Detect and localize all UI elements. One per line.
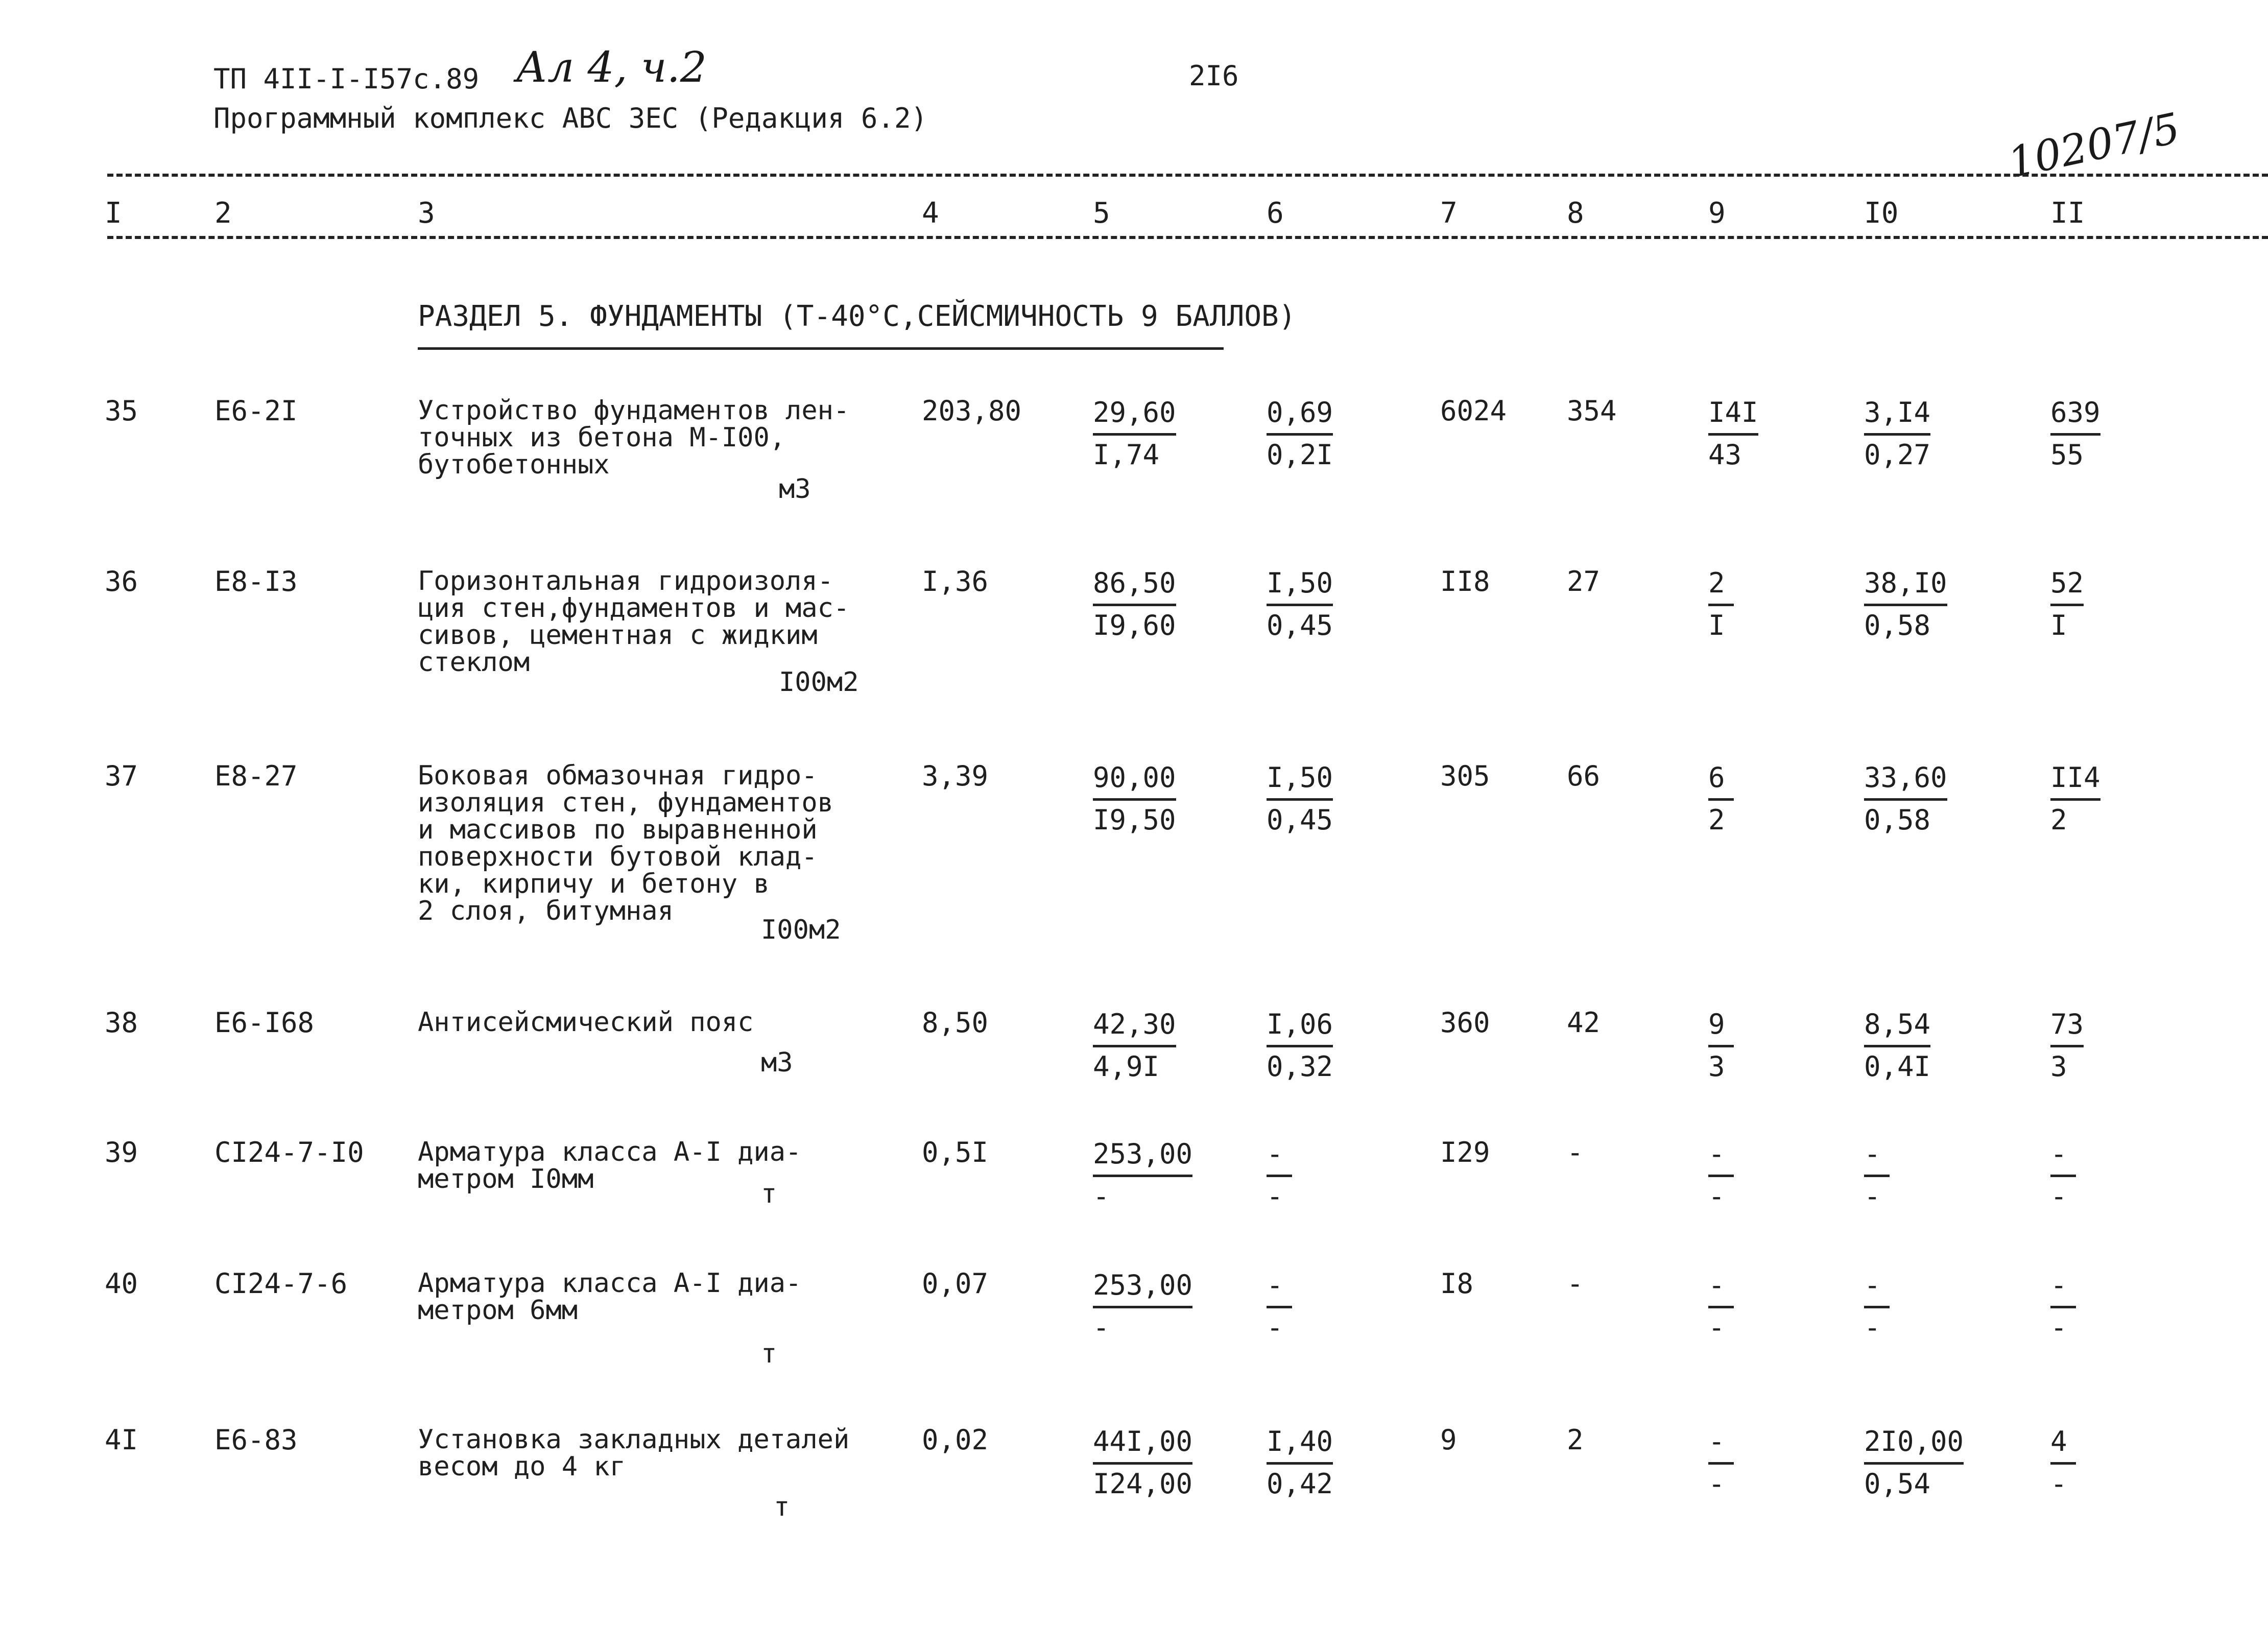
col9-values-denominator: - (1708, 1180, 1725, 1212)
col9-values-numerator: I4I (1708, 393, 1758, 436)
col7-value: 6024 (1440, 395, 1507, 427)
col7-value: 9 (1440, 1424, 1457, 1456)
section-title-underline (418, 347, 1224, 350)
row-unit: т (761, 1179, 777, 1209)
col6-values (1267, 1005, 1333, 1086)
col10-values-denominator: 0,4I (1864, 1050, 1931, 1083)
row-number: 35 (105, 395, 138, 427)
col9-values (1708, 1266, 1734, 1347)
handwritten-note: Ал 4, ч.2 (516, 43, 707, 92)
col9-values (1708, 393, 1758, 474)
row-quantity: 3,39 (922, 760, 989, 792)
col10-values (1864, 564, 1947, 645)
col11-values (2050, 758, 2100, 840)
col5-values (1093, 1005, 1176, 1086)
col10-values-numerator: - (1864, 1135, 1890, 1177)
col11-values-numerator: - (2050, 1135, 2076, 1177)
column-number: I (105, 197, 122, 230)
col6-values-numerator: I,50 (1267, 564, 1333, 606)
col11-values (2050, 1005, 2084, 1086)
col10-values (1864, 1005, 1930, 1086)
row-quantity: 0,07 (922, 1268, 989, 1300)
row-unit: I00м2 (779, 667, 859, 698)
col11-values-denominator: 3 (2050, 1050, 2067, 1083)
col9-values-denominator: 3 (1708, 1050, 1725, 1083)
row-number: 38 (105, 1007, 138, 1039)
col5-values-numerator: 90,00 (1093, 758, 1176, 801)
col11-values-denominator: I (2050, 609, 2067, 641)
col5-values-numerator: 44I,00 (1093, 1422, 1192, 1465)
row-unit: т (774, 1492, 790, 1522)
col11-values-denominator: - (2050, 1311, 2067, 1344)
column-number: 9 (1708, 197, 1726, 230)
row-code: Е6-2I (214, 395, 298, 427)
col10-values-numerator: - (1864, 1266, 1890, 1308)
col6-values-denominator: 0,2I (1267, 439, 1333, 471)
col6-values-numerator: 0,69 (1267, 393, 1333, 436)
col5-values-numerator: 29,60 (1093, 393, 1176, 436)
col11-values-numerator: 4 (2050, 1422, 2076, 1465)
row-code: Е6-83 (214, 1424, 298, 1456)
col11-values-numerator: 73 (2050, 1005, 2084, 1047)
col6-values-numerator: - (1267, 1266, 1292, 1308)
col6-values-denominator: 0,32 (1267, 1050, 1333, 1083)
col10-values-numerator: 3,I4 (1864, 393, 1930, 436)
row-code: СI24-7-I0 (214, 1136, 364, 1168)
software-line: Программный комплекс АВС 3ЕС (Редакция 6.2) (213, 102, 927, 134)
col5-values (1093, 1135, 1192, 1216)
col6-values-numerator: I,40 (1267, 1422, 1333, 1465)
col8-value: 42 (1567, 1007, 1601, 1039)
col6-values-denominator: 0,42 (1267, 1468, 1333, 1500)
col5-values (1093, 758, 1176, 840)
col9-values (1708, 1005, 1734, 1086)
row-number: 37 (105, 760, 138, 792)
col10-values-denominator: - (1864, 1180, 1881, 1212)
col5-values-denominator: I,74 (1093, 439, 1160, 471)
column-number: 2 (214, 197, 232, 230)
col11-values-denominator: - (2050, 1468, 2067, 1500)
row-code: Е8-27 (214, 760, 298, 792)
col6-values-denominator: - (1267, 1311, 1283, 1344)
col9-values-denominator: - (1708, 1468, 1725, 1500)
column-number: 4 (922, 197, 939, 230)
col10-values-numerator: 38,I0 (1864, 564, 1947, 606)
handwritten-number: 10207/5 (2003, 104, 2184, 188)
row-unit: т (761, 1338, 777, 1369)
col10-values-numerator: 2I0,00 (1864, 1422, 1964, 1465)
col9-values-numerator: - (1708, 1135, 1734, 1177)
col10-values-denominator: 0,27 (1864, 439, 1931, 471)
col6-values-denominator: 0,45 (1267, 609, 1333, 641)
col5-values-denominator: I9,60 (1093, 609, 1176, 641)
row-quantity: 0,5I (922, 1136, 989, 1168)
col6-values (1267, 1422, 1333, 1503)
col10-values-numerator: 33,60 (1864, 758, 1947, 801)
col8-value: 354 (1567, 395, 1617, 427)
col11-values (2050, 564, 2084, 645)
page-number: 2I6 (1189, 60, 1239, 92)
row-description: Устройство фундаментов лен- точных из бетона М-I00, бутобетонных (418, 395, 850, 480)
row-code: Е8-I3 (214, 565, 298, 597)
col5-values-denominator: - (1093, 1311, 1110, 1344)
col9-values (1708, 758, 1734, 840)
col5-values-numerator: 42,30 (1093, 1005, 1176, 1047)
col9-values-numerator: 2 (1708, 564, 1734, 606)
col10-values (1864, 393, 1930, 474)
col10-values (1864, 1422, 1964, 1503)
row-description: Горизонтальная гидроизоля- ция стен,фундаментов и мас- сивов, цементная с жидким стеклом (418, 566, 850, 678)
col8-value: 66 (1567, 760, 1601, 792)
col11-values-numerator: II4 (2050, 758, 2100, 801)
row-quantity: I,36 (922, 565, 989, 597)
col8-value: 27 (1567, 565, 1601, 597)
col11-values-numerator: - (2050, 1266, 2076, 1308)
col9-values-numerator: 9 (1708, 1005, 1734, 1047)
col7-value: 305 (1440, 760, 1490, 792)
col11-values (2050, 393, 2100, 474)
col10-values-denominator: 0,58 (1864, 609, 1931, 641)
row-description: Антисейсмический пояс (418, 1007, 754, 1038)
col9-values-numerator: - (1708, 1266, 1734, 1308)
col10-values-denominator: 0,58 (1864, 804, 1931, 836)
col7-value: I8 (1440, 1268, 1474, 1300)
row-unit: м3 (779, 474, 811, 505)
row-code: Е6-I68 (214, 1007, 315, 1039)
header-dashed-rule-top (107, 174, 2268, 177)
col5-values-numerator: 86,50 (1093, 564, 1176, 606)
col10-values (1864, 758, 1947, 840)
col9-values (1708, 1135, 1734, 1216)
row-number: 36 (105, 565, 138, 597)
col10-values-denominator: 0,54 (1864, 1468, 1931, 1500)
col11-values (2050, 1135, 2076, 1216)
col8-value: - (1567, 1268, 1584, 1300)
col9-values-denominator: 43 (1708, 439, 1742, 471)
col11-values-numerator: 639 (2050, 393, 2100, 436)
row-description: Арматура класса А-I диа- метром I0мм (418, 1137, 802, 1194)
col8-value: - (1567, 1136, 1584, 1168)
col5-values-numerator: 253,00 (1093, 1266, 1192, 1308)
col11-values (2050, 1422, 2076, 1503)
col5-values (1093, 393, 1176, 474)
col6-values (1267, 1266, 1292, 1347)
col5-values-denominator: I9,50 (1093, 804, 1176, 836)
col11-values-denominator: 55 (2050, 439, 2084, 471)
col10-values (1864, 1135, 1890, 1216)
col6-values-denominator: - (1267, 1180, 1283, 1212)
col7-value: 360 (1440, 1007, 1490, 1039)
col5-values-denominator: I24,00 (1093, 1468, 1193, 1500)
col9-values-denominator: - (1708, 1311, 1725, 1344)
col6-values (1267, 1135, 1292, 1216)
col11-values-denominator: 2 (2050, 804, 2067, 836)
col5-values (1093, 1422, 1192, 1503)
column-number: 7 (1440, 197, 1458, 230)
row-number: 4I (105, 1424, 138, 1456)
col5-values-denominator: - (1093, 1180, 1110, 1212)
col11-values-denominator: - (2050, 1180, 2067, 1212)
col9-values-denominator: 2 (1708, 804, 1725, 836)
section-title: РАЗДЕЛ 5. ФУНДАМЕНТЫ (Т-40°С,СЕЙСМИЧНОСТЬ 9 БАЛЛОВ) (418, 300, 1296, 333)
column-number: 6 (1267, 197, 1284, 230)
col6-values (1267, 758, 1333, 840)
col9-values-numerator: - (1708, 1422, 1734, 1465)
row-unit: I00м2 (761, 915, 841, 945)
col11-values (2050, 1266, 2076, 1347)
col5-values (1093, 1266, 1192, 1347)
col6-values (1267, 393, 1333, 474)
column-number: I0 (1864, 197, 1899, 230)
col5-values (1093, 564, 1176, 645)
row-number: 40 (105, 1268, 138, 1300)
col8-value: 2 (1567, 1424, 1584, 1456)
col9-values-numerator: 6 (1708, 758, 1734, 801)
row-unit: м3 (761, 1047, 793, 1078)
header-dashed-rule-bottom (107, 236, 2268, 239)
column-number: 8 (1567, 197, 1584, 230)
col6-values-numerator: I,06 (1267, 1005, 1333, 1047)
col7-value: II8 (1440, 565, 1490, 597)
row-quantity: 8,50 (922, 1007, 989, 1039)
col7-value: I29 (1440, 1136, 1490, 1168)
col10-values-denominator: - (1864, 1311, 1881, 1344)
col5-values-denominator: 4,9I (1093, 1050, 1160, 1083)
col9-values (1708, 1422, 1734, 1503)
col10-values (1864, 1266, 1890, 1347)
col6-values (1267, 564, 1333, 645)
row-number: 39 (105, 1136, 138, 1168)
column-number: II (2050, 197, 2085, 230)
col9-values-denominator: I (1708, 609, 1725, 641)
row-quantity: 0,02 (922, 1424, 989, 1456)
col6-values-numerator: I,50 (1267, 758, 1333, 801)
row-description: Боковая обмазочная гидро- изоляция стен, фундаментов и массивов по выравненной поверхности бутовой клад- ки, кирпичу и бетону в 2 слоя, битумная (418, 760, 833, 926)
column-number: 5 (1093, 197, 1110, 230)
row-quantity: 203,80 (922, 395, 1022, 427)
row-description: Арматура класса А-I диа- метром 6мм (418, 1268, 802, 1326)
document-code: ТП 4II-I-I57с.89 (213, 63, 480, 95)
col6-values-denominator: 0,45 (1267, 804, 1333, 836)
col5-values-numerator: 253,00 (1093, 1135, 1192, 1177)
row-code: СI24-7-6 (214, 1268, 348, 1300)
row-description: Установка закладных деталей весом до 4 кг (418, 1424, 850, 1482)
col11-values-numerator: 52 (2050, 564, 2084, 606)
col6-values-numerator: - (1267, 1135, 1292, 1177)
col9-values (1708, 564, 1734, 645)
column-number: 3 (418, 197, 435, 230)
col10-values-numerator: 8,54 (1864, 1005, 1930, 1047)
